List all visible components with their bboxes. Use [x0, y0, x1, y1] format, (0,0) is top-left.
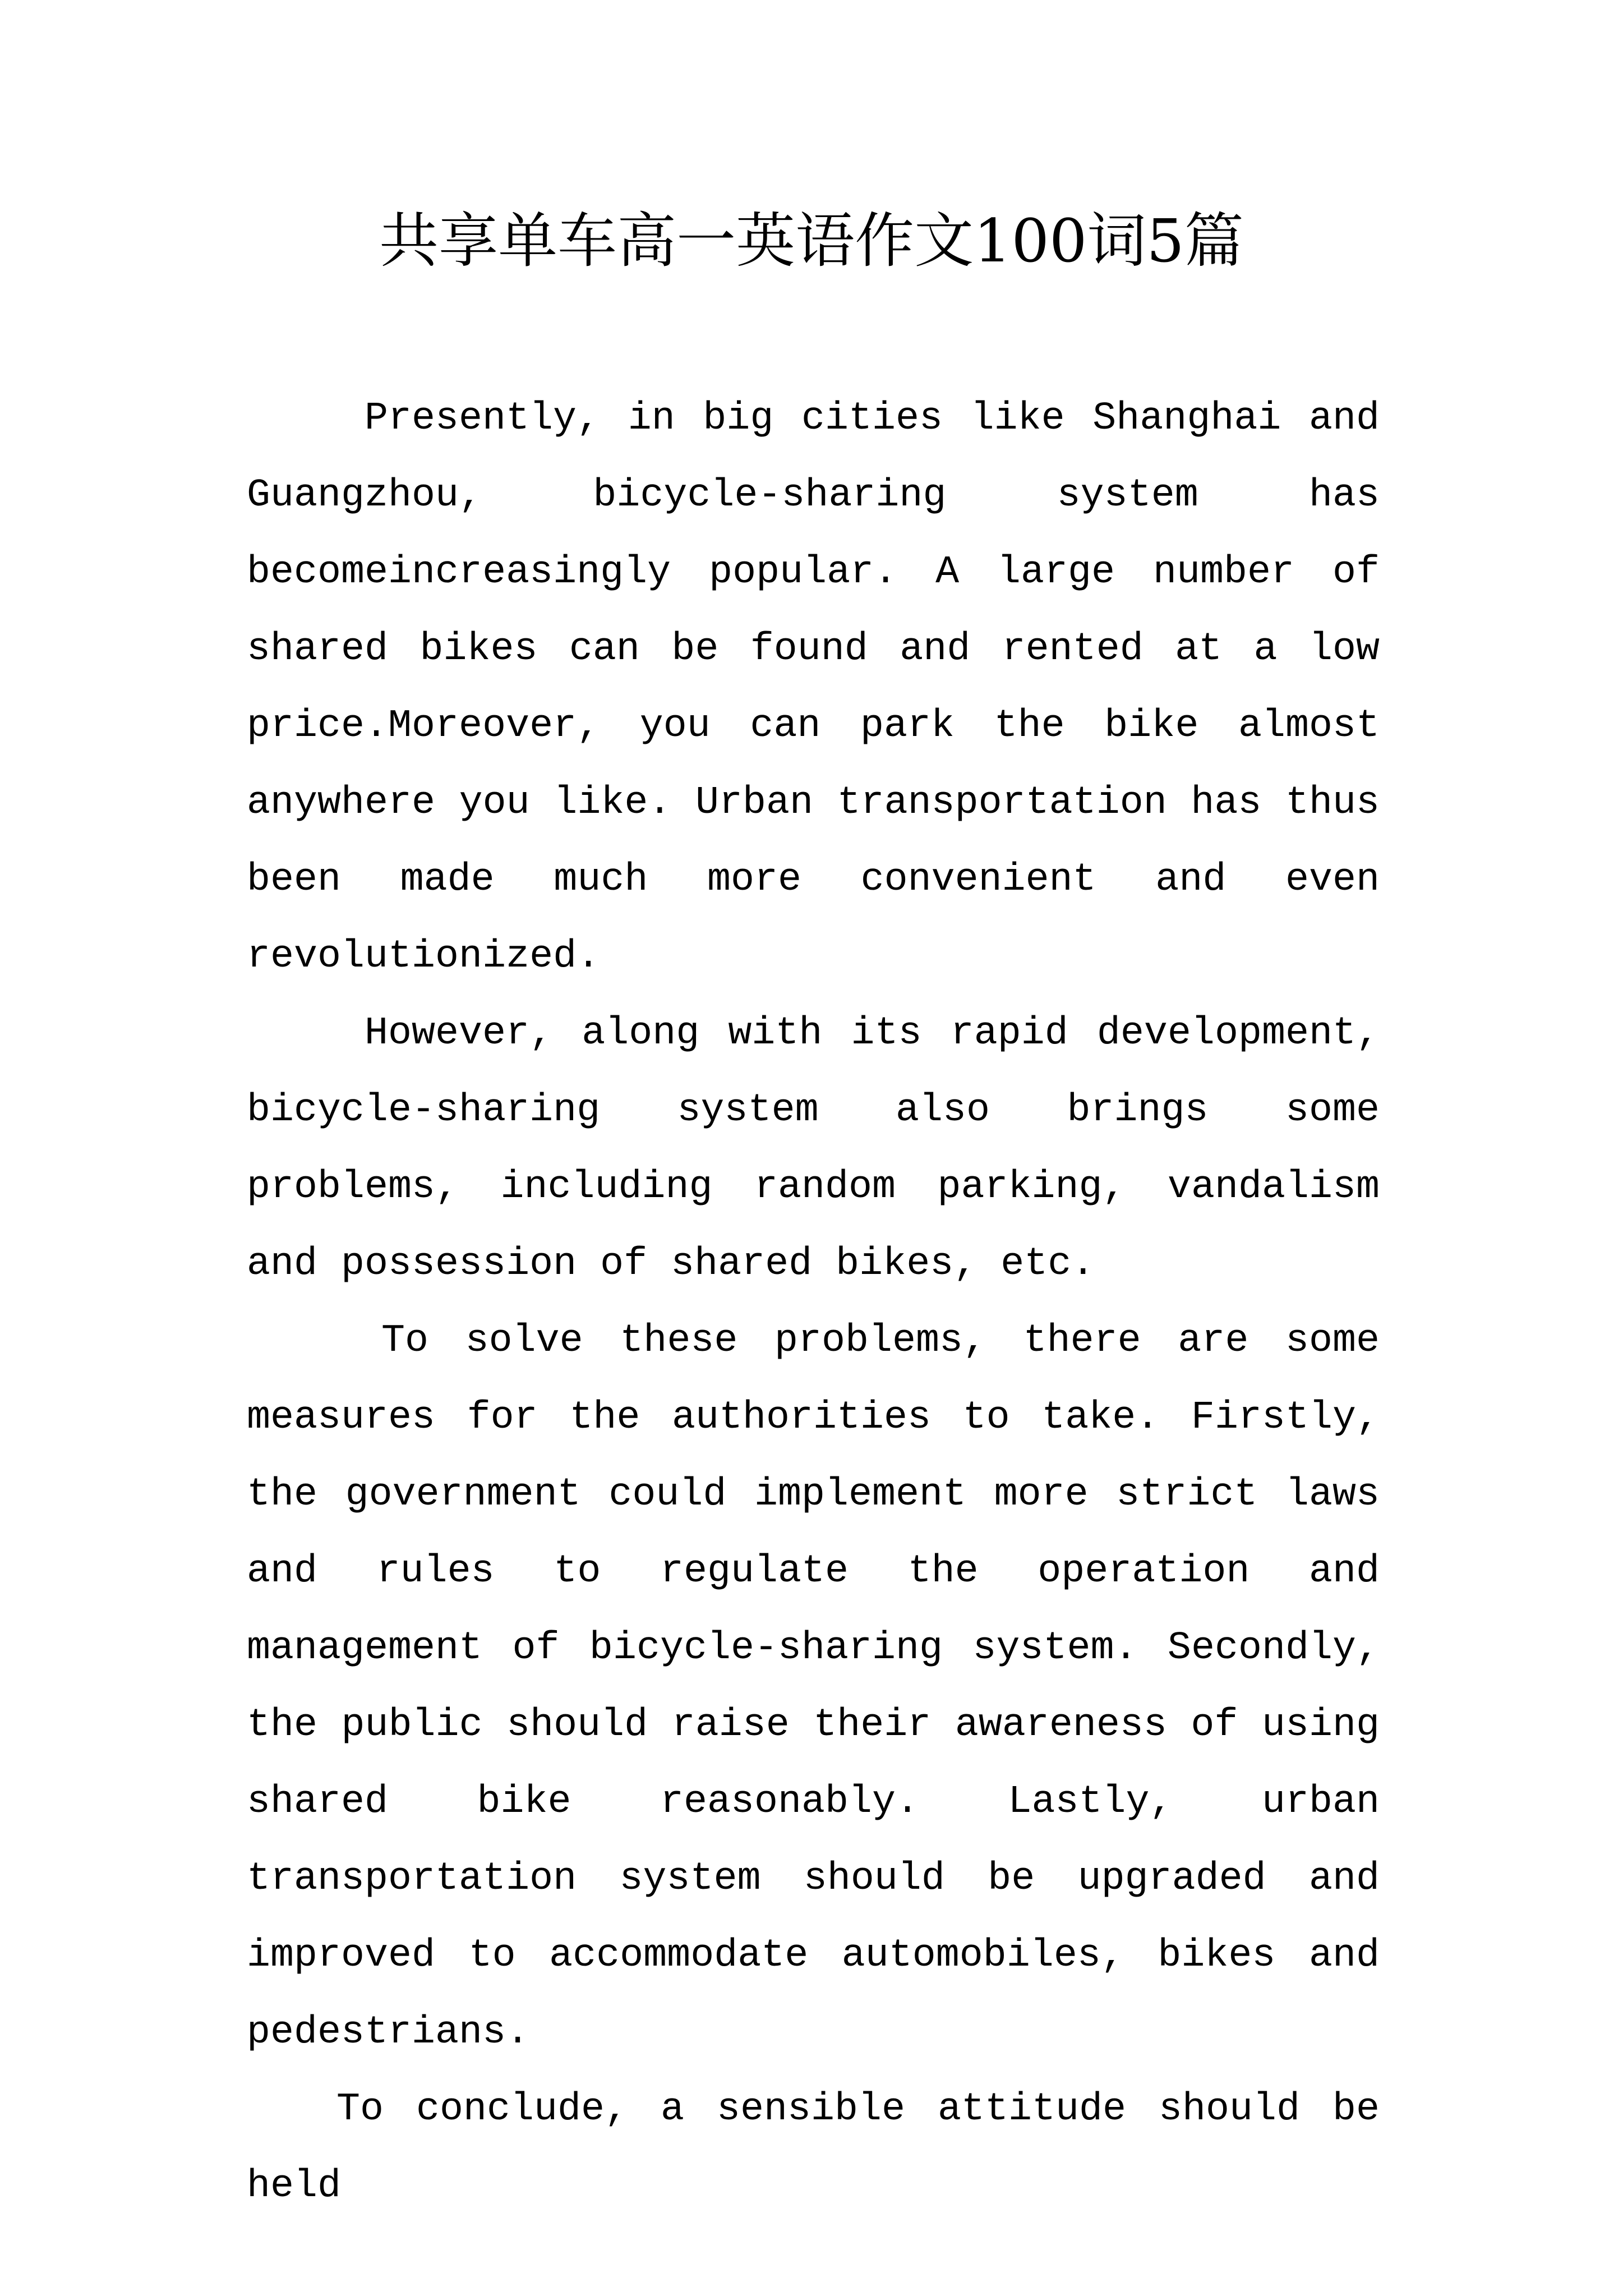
document-title: 共享单车高一英语作文100词5篇 [379, 206, 1244, 275]
paragraph-4: To conclude, a sensible attitude should be held [247, 2087, 1380, 2208]
document-body [247, 380, 1380, 2225]
paragraph-1: Presently, in big cities like Shanghai and Guangzhou, bicycle-sharing system has becomeincreasingly popular. A large number of shared bikes can be found and rented at a low price.Moreover, you can park the bike almost anywhere you like. Urban transportation has thus been made much more convenient and even revolutionized. [247, 397, 1380, 979]
paragraph-3: To solve these problems, there are some measures for the authorities to take. Firstly, the government could implement more strict laws and rules to regulate the operation and management of bicycle-sharing system. Secondly, the public should raise their awareness of using shared bike reasonably. Lastly, urban transportation system should be upgraded and improved to accommodate automobiles, bikes and pedestrians. [247, 1319, 1380, 2055]
paragraph-2: However, along with its rapid development, bicycle-sharing system also brings some problems, including random parking, vandalism and possession of shared bikes, etc. [247, 1011, 1380, 1286]
